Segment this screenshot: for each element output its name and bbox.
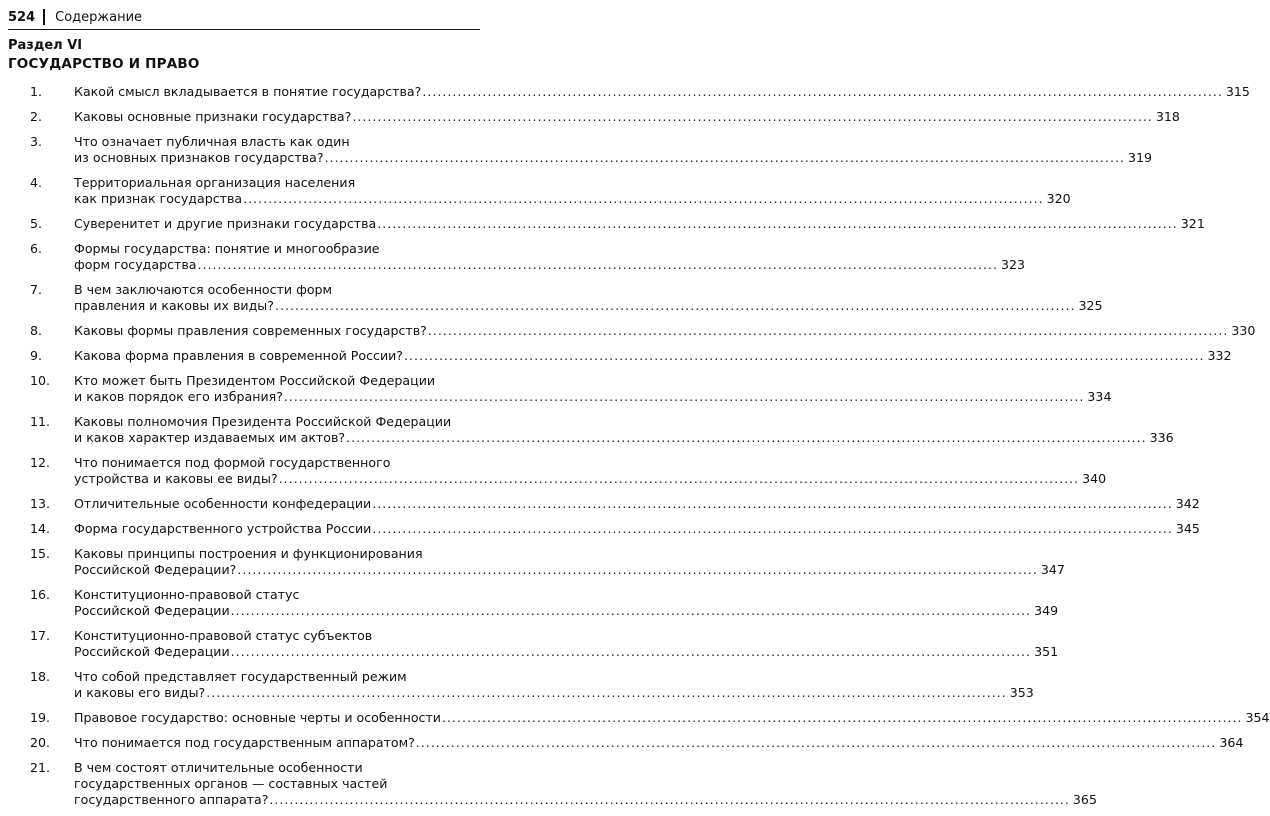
toc-entry[interactable] xyxy=(0,735,1244,751)
entry-body xyxy=(74,587,1059,619)
section-title: ГОСУДАРСТВО И ПРАВО xyxy=(8,56,200,72)
entry-body xyxy=(74,710,1270,726)
entry-title-line: В чем заключаются особенности форм xyxy=(74,282,333,297)
running-title: Содержание xyxy=(55,9,143,25)
entry-title-text: форм государства xyxy=(74,257,197,272)
dot-leader: ................................................................................................................................................................ xyxy=(243,191,1044,206)
entry-title-line: В чем состоят отличительные особенности xyxy=(74,760,363,775)
toc-entry[interactable] xyxy=(0,496,1200,512)
entry-title-line: Что понимается под формой государственного xyxy=(74,455,391,470)
entry-body xyxy=(74,521,1200,537)
entry-title-text: Какова форма правления в современной России? xyxy=(74,348,403,363)
entry-title-line xyxy=(74,191,1071,207)
entry-title-text: государственного аппарата? xyxy=(74,792,269,807)
entry-number: 19. xyxy=(30,710,51,725)
entry-body xyxy=(74,216,1205,232)
dot-leader: ................................................................................................................................................................ xyxy=(278,471,1080,486)
entry-title-line xyxy=(74,521,1200,537)
entry-title-text: Каковы основные признаки государства? xyxy=(74,109,352,124)
toc-entry[interactable] xyxy=(0,373,1112,405)
entry-page-number[interactable]: 351 xyxy=(1034,644,1059,659)
dot-leader: ................................................................................................................................................................ xyxy=(415,735,1217,750)
entry-title-line xyxy=(74,644,1059,660)
entry-number: 1. xyxy=(30,84,43,99)
dot-leader: ................................................................................................................................................................ xyxy=(372,521,1173,536)
entry-body xyxy=(74,628,1059,660)
entry-title-line xyxy=(74,216,1205,232)
entry-page-number[interactable]: 318 xyxy=(1155,109,1180,124)
dot-leader: ................................................................................................................................................................ xyxy=(377,216,1178,231)
entry-title-line xyxy=(74,389,1112,405)
entry-title-text: и каков порядок его избрания? xyxy=(74,389,283,404)
entry-title-line xyxy=(74,685,1034,701)
entry-title-text: Суверенитет и другие признаки государства xyxy=(74,216,377,231)
toc-entry[interactable] xyxy=(0,669,1034,701)
entry-number: 10. xyxy=(30,373,51,388)
entry-body xyxy=(74,455,1107,487)
entry-number: 16. xyxy=(30,587,51,602)
entry-number: 4. xyxy=(30,175,43,190)
entry-number: 2. xyxy=(30,109,43,124)
entry-page-number[interactable]: 330 xyxy=(1231,323,1256,338)
entry-page-number[interactable]: 320 xyxy=(1046,191,1071,206)
entry-body xyxy=(74,760,1097,808)
entry-title-line: Территориальная организация населения xyxy=(74,175,356,190)
entry-number: 13. xyxy=(30,496,51,511)
dot-leader: ................................................................................................................................................................ xyxy=(269,792,1070,807)
entry-title-text: Каковы формы правления современных государств? xyxy=(74,323,427,338)
table-of-contents xyxy=(0,84,1270,808)
toc-entry[interactable] xyxy=(0,134,1153,166)
toc-entry[interactable] xyxy=(0,587,1059,619)
toc-entry[interactable] xyxy=(0,760,1097,808)
dot-leader: ................................................................................................................................................................ xyxy=(197,257,999,272)
entry-title-line: Что собой представляет государственный режим xyxy=(74,669,407,684)
entry-title-line: Каковы полномочия Президента Российской Федерации xyxy=(74,414,452,429)
toc-entry[interactable] xyxy=(0,628,1059,660)
header-separator xyxy=(43,9,45,25)
entry-title-line: Конституционно-правовой статус субъектов xyxy=(74,628,373,643)
toc-entry[interactable] xyxy=(0,414,1174,446)
page-number: 524 xyxy=(8,9,36,25)
entry-title-line: Формы государства: понятие и многообразие xyxy=(74,241,380,256)
entry-title-line: Конституционно-правовой статус xyxy=(74,587,300,602)
entry-number: 8. xyxy=(30,323,43,338)
dot-leader: ................................................................................................................................................................ xyxy=(230,644,1032,659)
entry-body xyxy=(74,669,1034,701)
entry-body xyxy=(74,241,1026,273)
entry-body xyxy=(74,84,1250,100)
entry-title-text: Российской Федерации xyxy=(74,644,230,659)
entry-title-text: Правовое государство: основные черты и особенности xyxy=(74,710,441,725)
entry-title-line xyxy=(74,735,1244,751)
toc-entry[interactable] xyxy=(0,175,1071,207)
entry-title-line: Что означает публичная власть как один xyxy=(74,134,350,149)
entry-title-line xyxy=(74,562,1065,578)
entry-body xyxy=(74,134,1153,166)
entry-title-text: правления и каковы их виды? xyxy=(74,298,274,313)
entry-number: 11. xyxy=(30,414,51,429)
entry-title-text: устройства и каковы ее виды? xyxy=(74,471,278,486)
toc-entry[interactable] xyxy=(0,710,1270,726)
entry-title-text: Российской Федерации? xyxy=(74,562,237,577)
entry-body xyxy=(74,175,1071,207)
entry-page-number[interactable]: 353 xyxy=(1009,685,1034,700)
entry-title-line xyxy=(74,109,1180,125)
running-header xyxy=(8,6,480,28)
entry-title-text: и каков характер издаваемых им актов? xyxy=(74,430,346,445)
entry-page-number[interactable]: 321 xyxy=(1180,216,1205,231)
dot-leader: ................................................................................................................................................................ xyxy=(372,496,1173,511)
entry-title-line xyxy=(74,710,1270,726)
entry-page-number[interactable]: 365 xyxy=(1072,792,1097,807)
entry-title-line xyxy=(74,150,1153,166)
dot-leader: ................................................................................................................................................................ xyxy=(230,603,1032,618)
entry-title-text: Что понимается под государственным аппаратом? xyxy=(74,735,415,750)
header-rule xyxy=(8,29,480,30)
entry-number: 17. xyxy=(30,628,51,643)
entry-number: 9. xyxy=(30,348,43,363)
entry-title-line xyxy=(74,257,1026,273)
entry-page-number[interactable]: 340 xyxy=(1082,471,1107,486)
entry-page-number[interactable]: 364 xyxy=(1219,735,1244,750)
entry-body xyxy=(74,414,1174,446)
entry-page-number[interactable]: 349 xyxy=(1034,603,1059,618)
entry-title-line: Каковы принципы построения и функционирования xyxy=(74,546,423,561)
dot-leader: ................................................................................................................................................................ xyxy=(352,109,1153,124)
toc-entry[interactable] xyxy=(0,216,1205,232)
entry-number: 5. xyxy=(30,216,43,231)
dot-leader: ................................................................................................................................................................ xyxy=(283,389,1085,404)
entry-page-number[interactable]: 323 xyxy=(1001,257,1026,272)
entry-title-line xyxy=(74,496,1200,512)
entry-page-number[interactable]: 325 xyxy=(1078,298,1103,313)
dot-leader: ................................................................................................................................................................ xyxy=(237,562,1038,577)
entry-number: 14. xyxy=(30,521,51,536)
entry-title-text: Форма государственного устройства России xyxy=(74,521,372,536)
entry-title-line xyxy=(74,603,1059,619)
dot-leader: ................................................................................................................................................................ xyxy=(274,298,1076,313)
entry-body xyxy=(74,735,1244,751)
dot-leader: ................................................................................................................................................................ xyxy=(404,348,1205,363)
entry-title-text: Российской Федерации xyxy=(74,603,230,618)
entry-title-line xyxy=(74,298,1103,314)
entry-number: 6. xyxy=(30,241,43,256)
section-label: Раздел VI xyxy=(8,38,83,53)
entry-body xyxy=(74,323,1256,339)
toc-entry[interactable] xyxy=(0,455,1107,487)
entry-body xyxy=(74,109,1180,125)
entry-number: 12. xyxy=(30,455,51,470)
entry-number: 21. xyxy=(30,760,51,775)
entry-page-number[interactable]: 315 xyxy=(1225,84,1250,99)
entry-page-number[interactable]: 347 xyxy=(1040,562,1065,577)
toc-entry[interactable] xyxy=(0,109,1180,125)
entry-title-text: Отличительные особенности конфедерации xyxy=(74,496,372,511)
entry-page-number[interactable]: 336 xyxy=(1149,430,1174,445)
entry-number: 7. xyxy=(30,282,43,297)
entry-page-number[interactable]: 345 xyxy=(1175,521,1200,536)
entry-page-number[interactable]: 334 xyxy=(1087,389,1112,404)
entry-title-line xyxy=(74,323,1256,339)
entry-title-text: и каковы его виды? xyxy=(74,685,206,700)
toc-entry[interactable] xyxy=(0,323,1256,339)
entry-number: 15. xyxy=(30,546,51,561)
entry-title-line: Кто может быть Президентом Российской Федерации xyxy=(74,373,436,388)
entry-title-line xyxy=(74,430,1174,446)
dot-leader: ................................................................................................................................................................ xyxy=(422,84,1223,99)
dot-leader: ................................................................................................................................................................ xyxy=(441,710,1243,725)
toc-entry[interactable] xyxy=(0,84,1250,100)
entry-title-line xyxy=(74,471,1107,487)
dot-leader: ................................................................................................................................................................ xyxy=(324,150,1126,165)
entry-body xyxy=(74,373,1112,405)
entry-body xyxy=(74,348,1232,364)
toc-entry[interactable] xyxy=(0,241,1026,273)
entry-title-line xyxy=(74,348,1232,364)
entry-body xyxy=(74,496,1200,512)
entry-number: 18. xyxy=(30,669,51,684)
entry-page-number[interactable]: 319 xyxy=(1128,150,1153,165)
dot-leader: ................................................................................................................................................................ xyxy=(206,685,1007,700)
dot-leader: ................................................................................................................................................................ xyxy=(346,430,1147,445)
toc-entry[interactable] xyxy=(0,282,1103,314)
entry-page-number[interactable]: 332 xyxy=(1207,348,1232,363)
entry-title-text: из основных признаков государства? xyxy=(74,150,324,165)
toc-entry[interactable] xyxy=(0,348,1232,364)
entry-title-text: Какой смысл вкладывается в понятие государства? xyxy=(74,84,422,99)
entry-title-line xyxy=(74,792,1097,808)
entry-number: 3. xyxy=(30,134,43,149)
entry-title-text: как признак государства xyxy=(74,191,243,206)
entry-body xyxy=(74,546,1065,578)
entry-title-line xyxy=(74,84,1250,100)
entry-title-line: государственных органов — составных частей xyxy=(74,776,388,791)
entry-page-number[interactable]: 342 xyxy=(1175,496,1200,511)
toc-entry[interactable] xyxy=(0,546,1065,578)
dot-leader: ................................................................................................................................................................ xyxy=(427,323,1229,338)
entry-number: 20. xyxy=(30,735,51,750)
entry-body xyxy=(74,282,1103,314)
entry-page-number[interactable]: 354 xyxy=(1245,710,1270,725)
toc-entry[interactable] xyxy=(0,521,1200,537)
